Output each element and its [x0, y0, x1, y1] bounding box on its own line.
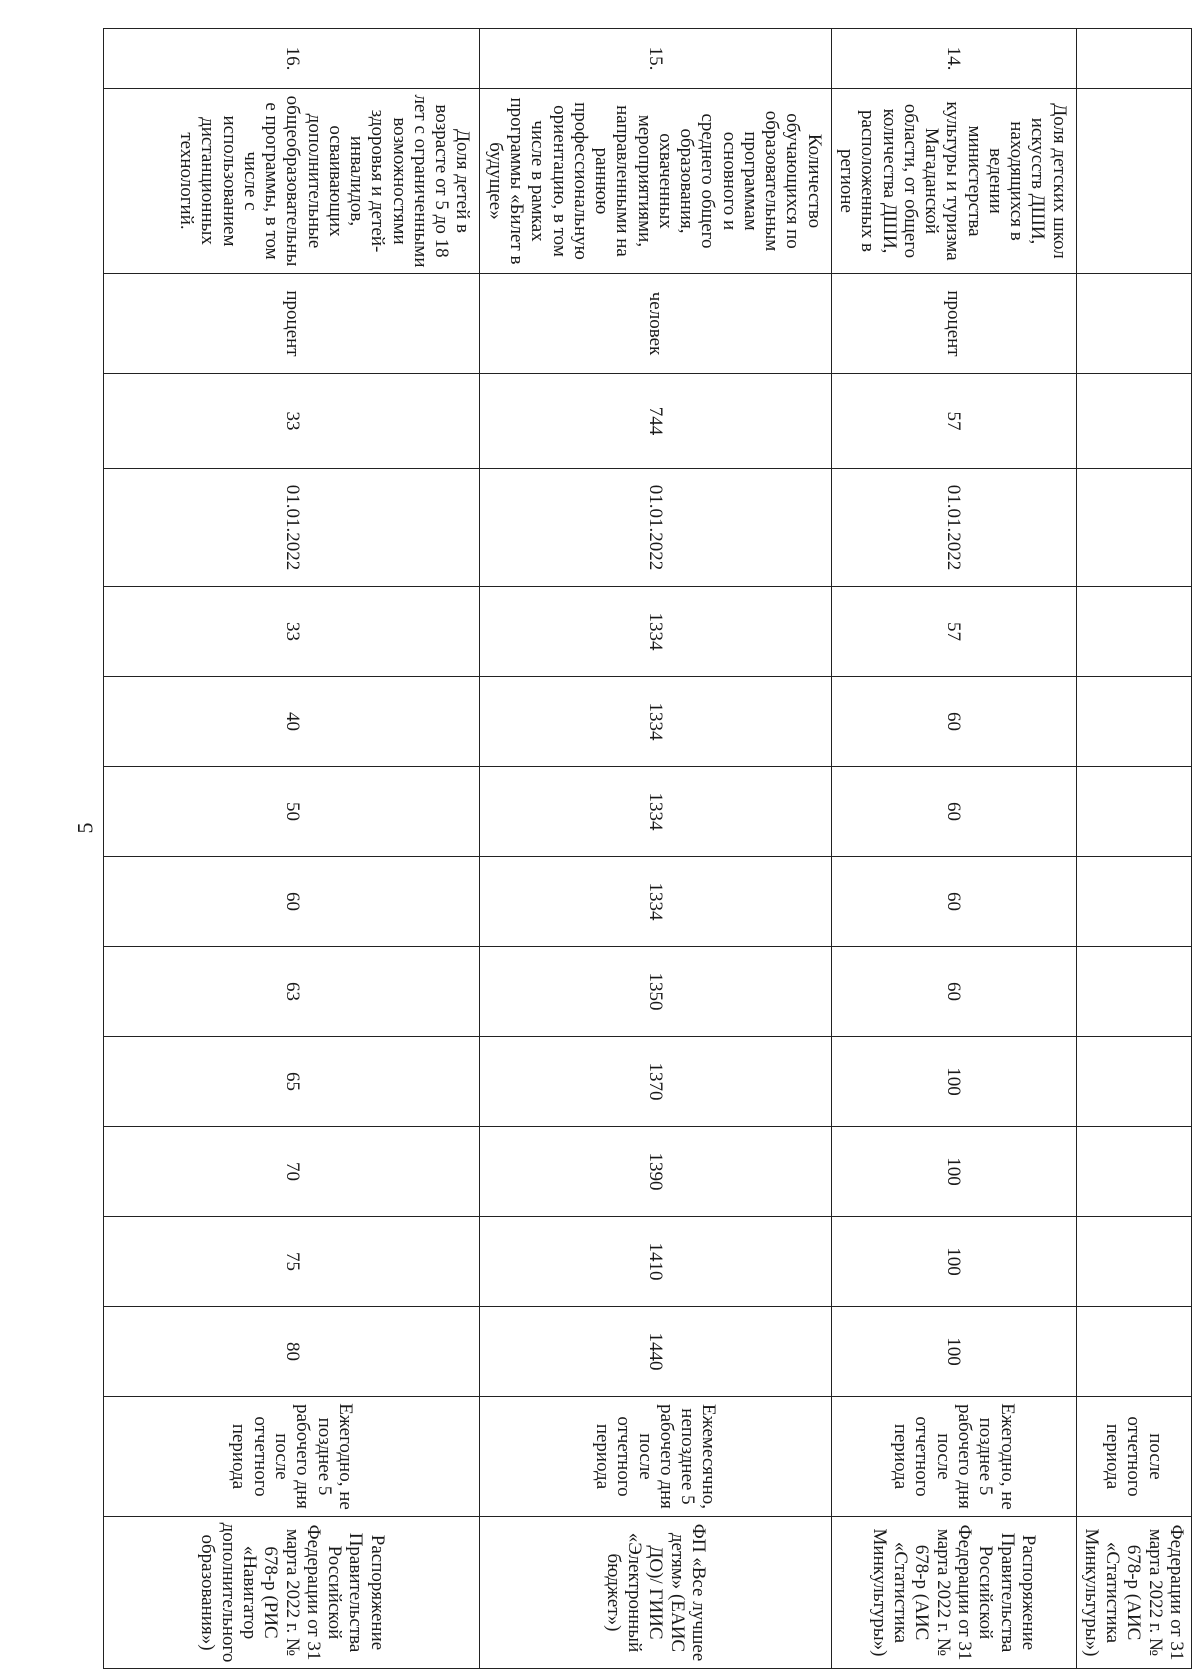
indicator-name: Доля детских школ искусств ДШИ, находящихся в ведении министерства культуры и туризма Магаданской области, от общего количества ДШИ, расположенных в регионе	[831, 89, 1076, 274]
year-value-cell: 100	[831, 1037, 1076, 1127]
year-value-cell: 63	[104, 947, 480, 1037]
year-value-cell: 1410	[480, 1217, 831, 1307]
base-date-cell: 01.01.2022	[831, 469, 1076, 587]
row-number: 14.	[831, 29, 1076, 89]
year-value-cell: 60	[104, 857, 480, 947]
year-value-cell: 80	[104, 1307, 480, 1397]
year-value-cell: 65	[104, 1037, 480, 1127]
deadline-cell: после отчетного периода	[1076, 1397, 1191, 1517]
year-value-cell: 70	[104, 1127, 480, 1217]
table-row-continuation	[1076, 29, 1191, 1669]
year-value-cell: 60	[831, 947, 1076, 1037]
year-value-cell: 60	[831, 677, 1076, 767]
year-value-cell: 1440	[480, 1307, 831, 1397]
year-value-cell: 100	[831, 1307, 1076, 1397]
year-value-cell: 57	[831, 587, 1076, 677]
deadline-cell: Ежемесячно, непозднее 5 рабочего дня после отчетного периода	[480, 1397, 831, 1517]
year-value-cell: 33	[104, 587, 480, 677]
deadline-cell: Ежегодно, не позднее 5 рабочего дня после отчетного периода	[104, 1397, 480, 1517]
year-value-cell: 40	[104, 677, 480, 767]
unit-cell: процент	[104, 274, 480, 374]
year-value-cell: 1350	[480, 947, 831, 1037]
indicator-name: Количество обучающихся по образовательным программам основного и среднего общего образования, охваченных мероприятиями, направленными на раннюю профессиональную ориентацию, в том числе в рамках программы «Билет в будущее»	[480, 89, 831, 274]
year-value-cell: 1334	[480, 857, 831, 947]
deadline-cell: Ежегодно, не позднее 5 рабочего дня после отчетного периода	[831, 1397, 1076, 1517]
unit-cell: процент	[831, 274, 1076, 374]
year-value-cell: 50	[104, 767, 480, 857]
row-number: 16.	[104, 29, 480, 89]
base-value-cell: 744	[480, 374, 831, 469]
year-value-cell: 1334	[480, 677, 831, 767]
base-date-cell: 01.01.2022	[104, 469, 480, 587]
year-value-cell: 100	[831, 1217, 1076, 1307]
year-value-cell: 75	[104, 1217, 480, 1307]
year-value-cell: 1334	[480, 587, 831, 677]
source-cell: Распоряжение Правительства Российской Федерации от 31 марта 2022 г. № 678-р (АИС «Статистика Минкультуры»)	[831, 1517, 1076, 1669]
year-value-cell: 60	[831, 857, 1076, 947]
base-date-cell: 01.01.2022	[480, 469, 831, 587]
source-cell: Федерации от 31 марта 2022 г. № 678-р (АИС «Статистика Минкультуры»)	[1076, 1517, 1191, 1669]
row-number: 15.	[480, 29, 831, 89]
table-row	[480, 29, 831, 1669]
year-value-cell: 60	[831, 767, 1076, 857]
source-cell: ФП «Все лучшее детям» (ЕАИС ДО)/ ГИИС «Электронный бюджет»)	[480, 1517, 831, 1669]
year-value-cell: 1390	[480, 1127, 831, 1217]
year-value-cell: 1334	[480, 767, 831, 857]
page-number: 5	[72, 822, 98, 834]
base-value-cell: 57	[831, 374, 1076, 469]
table-row	[831, 29, 1076, 1669]
table-row	[104, 29, 480, 1669]
unit-cell: человек	[480, 274, 831, 374]
source-cell: Распоряжение Правительства Российской Федерации от 31 марта 2022 г. № 678-р (РИС «Навигатор дополнительного образования»)	[104, 1517, 480, 1669]
base-value-cell: 33	[104, 374, 480, 469]
indicator-name: Доля детей в возрасте от 5 до 18 лет с ограниченными возможностями здоровья и детей- инвалидов, осваивающих дополнительные общеобразовательные программы, в том числе с использованием дистанционных технологий.	[104, 89, 480, 274]
indicators-table-rotated	[117, 28, 1192, 1663]
year-value-cell: 1370	[480, 1037, 831, 1127]
indicators-table	[104, 28, 1193, 1669]
year-value-cell: 100	[831, 1127, 1076, 1217]
